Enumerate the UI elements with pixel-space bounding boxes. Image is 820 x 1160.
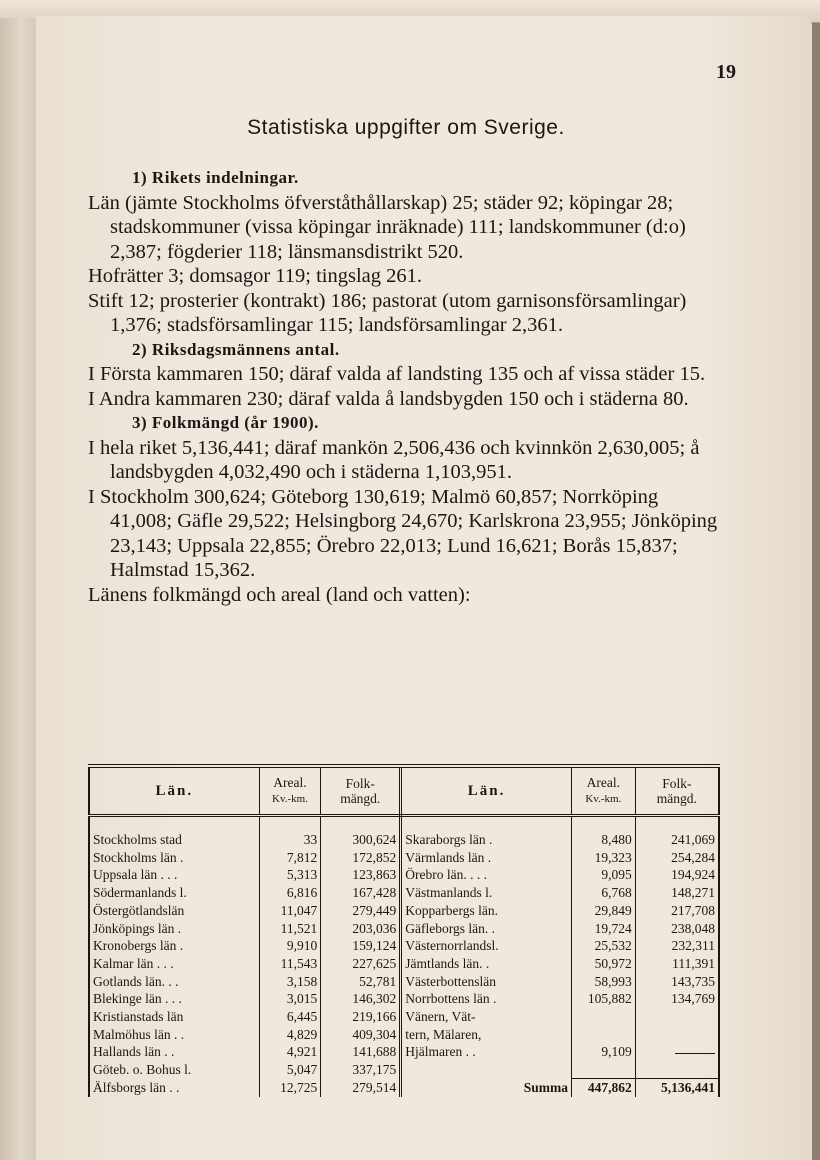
spacer-cell xyxy=(635,816,719,832)
header-folk-left xyxy=(321,766,401,816)
county-name: Kalmar län . . . xyxy=(89,955,259,973)
table-row xyxy=(89,849,719,867)
lakes-name: Hjälmaren . . xyxy=(405,1044,476,1060)
county-name: Värmlands län . xyxy=(405,849,492,865)
county-name: Södermanlands l. xyxy=(89,884,259,902)
spacer-cell xyxy=(89,816,259,832)
lakes-pop-dash xyxy=(635,1043,719,1061)
section-heading-riksdag: 2) Riksdagsmännens antal. xyxy=(132,339,340,359)
paragraph-stift: Stift 12; prosterier (kontrakt) 186; pastorat (utom garnisonsförsamlingar) 1,376; stadsförsamlingar 115; landsförsamlingar 2,361. xyxy=(88,289,687,336)
county-population: 219,166 xyxy=(321,1008,401,1026)
section-heading-folkmangd: 3) Folkmängd (år 1900). xyxy=(132,413,319,432)
header-folk-right xyxy=(635,766,719,816)
county-table xyxy=(88,764,720,1097)
county-population: 159,124 xyxy=(321,937,401,955)
county-name: Göteb. o. Bohus l. xyxy=(89,1061,259,1079)
spacer-cell xyxy=(321,816,401,832)
county-name: Skaraborgs län . xyxy=(405,832,493,847)
blank-cell xyxy=(571,1061,635,1079)
dash-line xyxy=(675,1053,715,1054)
county-population: 134,769 xyxy=(635,990,719,1008)
county-area: 6,445 xyxy=(259,1008,321,1026)
header-areal-unit: Kv.-km. xyxy=(585,793,622,805)
county-population: 409,304 xyxy=(321,1026,401,1044)
page-title: Statistiska uppgifter om Sverige. xyxy=(247,116,565,139)
county-area: 8,480 xyxy=(571,831,635,849)
header-folk-label: Folk- xyxy=(345,776,375,791)
county-area: 5,047 xyxy=(259,1061,321,1079)
county-area: 19,724 xyxy=(571,920,635,938)
header-folk-label2: mängd. xyxy=(656,791,697,806)
county-population: 143,735 xyxy=(635,973,719,991)
table-row xyxy=(89,973,719,991)
lakes-name: tern, Mälaren, xyxy=(405,1026,482,1042)
lakes-pop-blank xyxy=(635,1008,719,1026)
county-population: 172,852 xyxy=(321,849,401,867)
table-row xyxy=(89,937,719,955)
county-area: 58,993 xyxy=(571,973,635,991)
spacer-cell xyxy=(571,816,635,832)
paragraph-forsta-kammaren: I Första kammaren 150; däraf valda af landsting 135 och af vissa städer 15. xyxy=(88,363,706,385)
county-area: 5,313 xyxy=(259,866,321,884)
county-name: Blekinge län . . . xyxy=(89,990,259,1008)
county-name: Stockholms län . xyxy=(89,849,259,867)
table-row xyxy=(89,884,719,902)
county-area: 3,015 xyxy=(259,990,321,1008)
section-heading-indelningar: 1) Rikets indelningar. xyxy=(132,168,299,187)
book-gutter xyxy=(0,18,37,1160)
county-area: 6,816 xyxy=(259,884,321,902)
table-header-row xyxy=(89,766,719,816)
county-name: Stockholms stad xyxy=(89,831,259,849)
county-name: Älfsborgs län . . xyxy=(89,1079,259,1097)
summa-area: 447,862 xyxy=(571,1079,635,1097)
header-lan-left: Län. xyxy=(89,766,259,816)
county-name: Kronobergs län . xyxy=(89,937,259,955)
summa-population: 5,136,441 xyxy=(635,1079,719,1097)
paragraph-andra-kammaren: I Andra kammaren 230; däraf valda å landsbygden 150 och i städerna 80. xyxy=(88,387,689,410)
county-population: 232,311 xyxy=(635,937,719,955)
county-population: 337,175 xyxy=(321,1061,401,1079)
statistics-text xyxy=(88,166,720,607)
paragraph-lanens-intro: Länens folkmängd och areal (land och vatten): xyxy=(88,583,471,606)
table-row xyxy=(89,831,719,849)
county-population: 279,449 xyxy=(321,902,401,920)
table-row xyxy=(89,866,719,884)
county-population: 300,624 xyxy=(321,831,401,849)
table-row xyxy=(89,902,719,920)
table-row xyxy=(89,1008,719,1026)
lakes-pop-blank xyxy=(635,1026,719,1044)
county-area: 19,323 xyxy=(571,849,635,867)
table-body xyxy=(89,816,719,1098)
table-row xyxy=(89,1043,719,1061)
county-name: Västmanlands l. xyxy=(405,885,493,901)
header-areal-left xyxy=(259,766,321,816)
county-name: Jönköpings län . xyxy=(89,920,259,938)
lakes-area: 9,109 xyxy=(571,1043,635,1061)
county-area: 7,812 xyxy=(259,849,321,867)
county-name: Östergötlandslän xyxy=(89,902,259,920)
county-population: 254,284 xyxy=(635,849,719,867)
table-row xyxy=(89,990,719,1008)
county-name: Uppsala län . . . xyxy=(89,866,259,884)
spacer-cell xyxy=(401,816,572,832)
county-population: 203,036 xyxy=(321,920,401,938)
paragraph-hofratter: Hofrätter 3; domsagor 119; tingslag 261. xyxy=(88,265,423,287)
page-number: 19 xyxy=(716,61,736,83)
county-population: 146,302 xyxy=(321,990,401,1008)
table-row xyxy=(89,1061,719,1079)
blank-cell xyxy=(401,1061,572,1079)
county-name: Gäfleborgs län. . xyxy=(405,920,495,936)
county-name: Västernorrlandsl. xyxy=(405,938,499,954)
county-area: 9,095 xyxy=(571,866,635,884)
county-name: Örebro län. . . . xyxy=(405,867,487,883)
county-population: 227,625 xyxy=(321,955,401,973)
lakes-name: Vänern, Vät- xyxy=(405,1009,476,1025)
table-row xyxy=(89,1079,719,1097)
table-spacer xyxy=(89,816,719,832)
county-area: 6,768 xyxy=(571,884,635,902)
county-area: 29,849 xyxy=(571,902,635,920)
county-area: 11,521 xyxy=(259,920,321,938)
header-folk-label: Folk- xyxy=(662,776,692,791)
header-areal-right xyxy=(571,766,635,816)
paragraph-hela-riket: I hela riket 5,136,441; däraf mankön 2,506,436 och kvinnkön 2,630,005; å landsbygden 4,032,490 och i städerna 1,103,951. xyxy=(88,436,700,483)
county-area: 4,921 xyxy=(259,1043,321,1061)
blank-cell xyxy=(635,1061,719,1079)
county-area: 50,972 xyxy=(571,955,635,973)
county-name: Gotlands län. . . xyxy=(89,973,259,991)
county-population: 167,428 xyxy=(321,884,401,902)
county-population: 123,863 xyxy=(321,866,401,884)
table-row xyxy=(89,920,719,938)
spacer-cell xyxy=(259,816,321,832)
county-name: Västerbottenslän xyxy=(405,973,496,989)
county-area: 33 xyxy=(259,831,321,849)
summa-label: Summa xyxy=(523,1080,568,1096)
header-folk-label2: mängd. xyxy=(340,791,381,806)
lakes-area-blank xyxy=(571,1008,635,1026)
header-areal-label: Areal. xyxy=(586,775,621,790)
county-area: 105,882 xyxy=(571,990,635,1008)
header-areal-label: Areal. xyxy=(273,775,307,790)
table-row xyxy=(89,955,719,973)
county-population: 238,048 xyxy=(635,920,719,938)
county-name: Hallands län . . xyxy=(89,1043,259,1061)
county-area: 11,543 xyxy=(259,955,321,973)
county-name: Malmöhus län . . xyxy=(89,1026,259,1044)
header-areal-unit: Kv.-km. xyxy=(272,793,308,805)
county-population: 111,391 xyxy=(635,955,719,973)
county-population: 141,688 xyxy=(321,1043,401,1061)
county-population: 194,924 xyxy=(635,866,719,884)
county-area: 25,532 xyxy=(571,937,635,955)
county-name: Jämtlands län. . xyxy=(405,955,490,971)
county-area: 3,158 xyxy=(259,973,321,991)
county-name: Kopparbergs län. xyxy=(405,902,498,918)
lakes-area-blank xyxy=(571,1026,635,1044)
header-lan-right: Län. xyxy=(401,766,572,816)
paragraph-stader: I Stockholm 300,624; Göteborg 130,619; Malmö 60,857; Norrköping 41,008; Gäfle 29,522; Helsingborg 24,670; Karlskrona 23,955; Jönköping 23,143; Uppsala 22,855; Örebro 22,013; Lund 16,621; Borås 15,837; Halmstad 15,362. xyxy=(88,485,718,581)
county-area: 9,910 xyxy=(259,937,321,955)
county-area: 11,047 xyxy=(259,902,321,920)
county-population: 279,514 xyxy=(321,1079,401,1097)
county-name: Norrbottens län . xyxy=(405,991,497,1007)
county-area: 4,829 xyxy=(259,1026,321,1044)
book-page xyxy=(36,16,812,1160)
paragraph-lan: Län (jämte Stockholms öfverståthållarskap) 25; städer 92; köpingar 28; stadskommuner (vissa köpingar inräknade) 111; landskommuner (d:o) 2,387; fögderier 118; länsmansdistrikt 520. xyxy=(88,191,686,263)
county-population: 148,271 xyxy=(635,884,719,902)
county-population: 241,069 xyxy=(635,831,719,849)
county-area: 12,725 xyxy=(259,1079,321,1097)
county-name: Kristianstads län xyxy=(89,1008,259,1026)
county-population: 217,708 xyxy=(635,902,719,920)
county-population: 52,781 xyxy=(321,973,401,991)
table-row xyxy=(89,1026,719,1044)
